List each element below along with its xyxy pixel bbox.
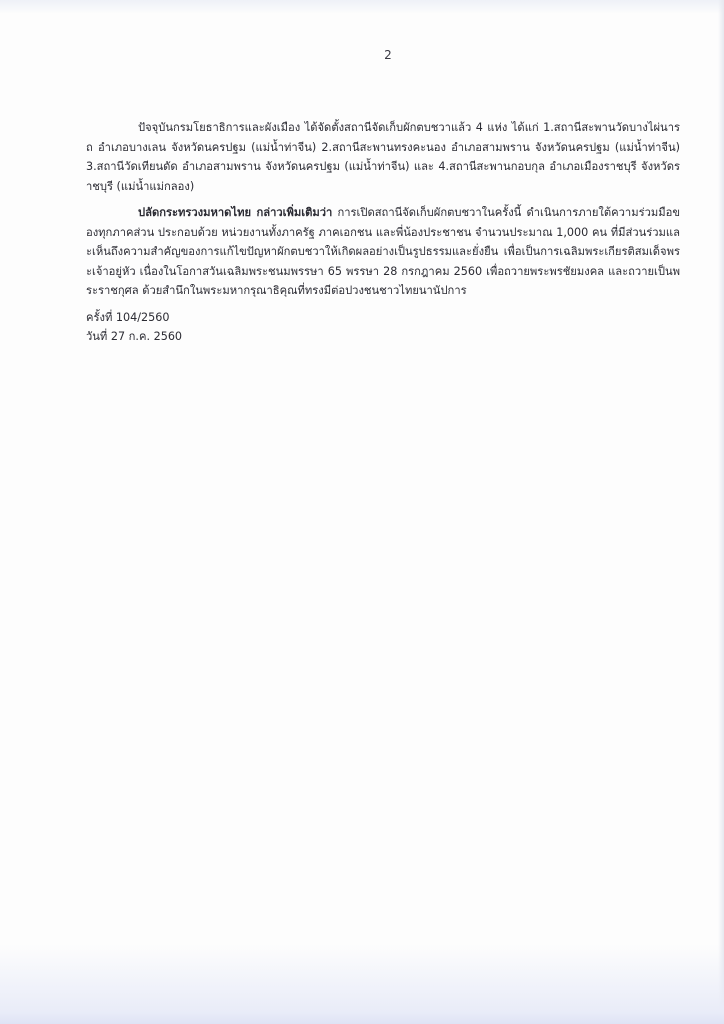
paragraph-statement-lead: ปลัดกระทรวงมหาดไทย กล่าวเพิ่มเติมว่า bbox=[138, 206, 333, 219]
scan-shadow-top bbox=[0, 0, 724, 14]
document-body bbox=[86, 118, 680, 347]
issue-date: วันที่ 27 ก.ค. 2560 bbox=[86, 330, 183, 343]
document-meta bbox=[86, 308, 680, 347]
issue-number: ครั้งที่ 104/2560 bbox=[86, 310, 170, 324]
paragraph-statement-text: การเปิดสถานีจัดเก็บผักตบชวาในครั้งนี้ ดำเนินการภายใต้ความร่วมมือของทุกภาคส่วน ประกอบด้วย หน่วยงานทั้งภาครัฐ ภาคเอกชน และพี่น้องประชาชน จำนวนประมาณ 1,000 คน ที่มีส่วนร่วมและเห็นถึงความสำคัญของการแก้ไขปัญหาผักตบชวาให้เกิดผลอย่างเป็นรูปธรรมและยั่งยืน เพื่อเป็นการเฉลิมพระเกียรติสมเด็จพระเจ้าอยู่หัว เนื่องในโอกาสวันเฉลิมพระชนมพรรษา 65 พรรษา 28 กรกฎาคม 2560 เพื่อถวายพระพรชัยมงคล และถวายเป็นพระราชกุศล ด้วยสำนึกในพระมหากรุณาธิคุณที่ทรงมีต่อปวงชนชาวไทยนานัปการ bbox=[86, 206, 680, 297]
page-number: 2 bbox=[384, 48, 392, 62]
paragraph-statement bbox=[86, 203, 680, 301]
paragraph-stations bbox=[86, 118, 680, 196]
scan-shadow-right bbox=[718, 0, 724, 1024]
scan-shadow-bottom bbox=[0, 944, 724, 1024]
paragraph-stations-text: ปัจจุบันกรมโยธาธิการและผังเมือง ได้จัดตั้งสถานีจัดเก็บผักตบชวาแล้ว 4 แห่ง ได้แก่ 1.สถานีสะพานวัดบางไผ่นารถ อำเภอบางเลน จังหวัดนครปฐม (แม่น้ำท่าจีน) 2.สถานีสะพานทรงคะนอง อำเภอสามพราน จังหวัดนครปฐม (แม่น้ำท่าจีน) 3.สถานีวัดเทียนดัด อำเภอสามพราน จังหวัดนครปฐม (แม่น้ำท่าจีน) และ 4.สถานีสะพานกอบกุล อำเภอเมืองราชบุรี จังหวัดราชบุรี (แม่น้ำแม่กลอง) bbox=[86, 121, 680, 193]
